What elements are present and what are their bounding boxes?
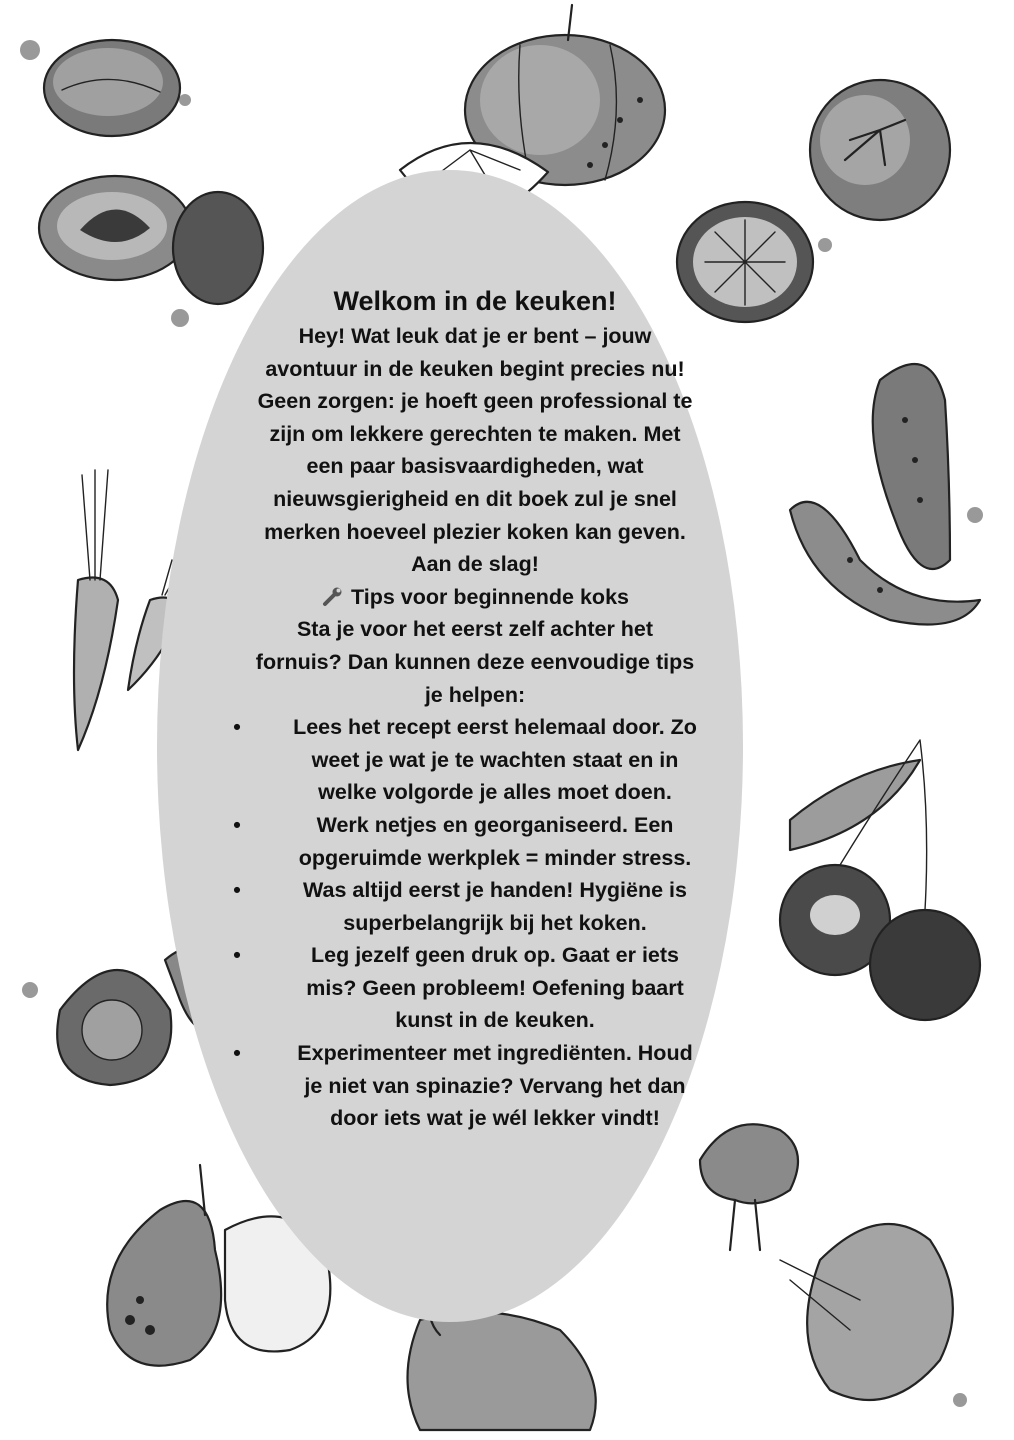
intro-line: nieuwsgierigheid en dit boek zul je snel <box>273 486 677 511</box>
tips-heading <box>215 581 735 614</box>
tip-item <box>215 874 735 939</box>
tips-heading-text: Tips voor beginnende koks <box>351 584 629 609</box>
tips-list <box>215 711 735 1135</box>
bullet-icon: • <box>233 715 241 740</box>
tip-line: weet je wat je te wachten staat en in <box>311 747 679 772</box>
cherry-icon <box>780 740 980 1020</box>
tip-item <box>215 1037 735 1135</box>
tips-intro-line: je helpen: <box>424 682 526 707</box>
tip-line: Lees het recept eerst helemaal door. Zo <box>293 715 697 740</box>
cucumber-icon <box>790 364 983 625</box>
intro-line: een paar basisvaardigheden, wat <box>306 454 644 479</box>
welcome-text-block <box>215 282 735 1135</box>
tips-intro-line: Sta je voor het eerst zelf achter het <box>296 617 654 642</box>
tips-intro-paragraph <box>215 613 735 711</box>
intro-line: Geen zorgen: je hoeft geen professional te <box>257 389 693 414</box>
bullet-icon: • <box>233 943 241 968</box>
intro-paragraph <box>215 320 735 581</box>
tip-line: welke volgorde je alles moet doen. <box>318 780 672 805</box>
tip-item <box>215 711 735 809</box>
intro-line: merken hoeveel plezier koken kan geven. <box>264 519 686 544</box>
tip-line: door iets wat je wél lekker vindt! <box>330 1106 660 1131</box>
intro-line: zijn om lekkere gerechten te maken. Met <box>269 421 681 446</box>
tip-line: Werk netjes en georganiseerd. Een <box>316 812 674 837</box>
tip-line: Experimenteer met ingrediënten. Houd <box>297 1041 693 1066</box>
bullet-icon: • <box>233 1041 241 1066</box>
tip-line: superbelangrijk bij het koken. <box>343 910 647 935</box>
plum-icon <box>20 40 191 136</box>
bullet-icon: • <box>233 812 241 837</box>
page-title: Welkom in de keuken! <box>333 286 617 316</box>
broccoli-icon <box>700 1124 798 1250</box>
tip-line: Was altijd eerst je handen! Hygiëne is <box>303 878 687 903</box>
intro-line: avontuur in de keuken begint precies nu! <box>265 356 685 381</box>
cauliflower-icon <box>780 1224 967 1407</box>
tip-line: Leg jezelf geen druk op. Gaat er iets <box>311 943 679 968</box>
tips-intro-line: fornuis? Dan kunnen deze eenvoudige tips <box>255 649 695 674</box>
tip-item <box>215 809 735 874</box>
intro-line: Aan de slag! <box>411 552 539 577</box>
wrench-icon <box>321 586 345 608</box>
tip-line: opgeruimde werkplek = minder stress. <box>298 845 692 870</box>
tip-line: kunst in de keuken. <box>395 1008 595 1033</box>
bullet-icon: • <box>233 878 241 903</box>
tip-line: mis? Geen probleem! Oefening baart <box>306 975 684 1000</box>
tip-line: je niet van spinazie? Vervang het dan <box>304 1073 686 1098</box>
tip-item <box>215 939 735 1037</box>
intro-line: Hey! Wat leuk dat je er bent – jouw <box>298 324 652 348</box>
